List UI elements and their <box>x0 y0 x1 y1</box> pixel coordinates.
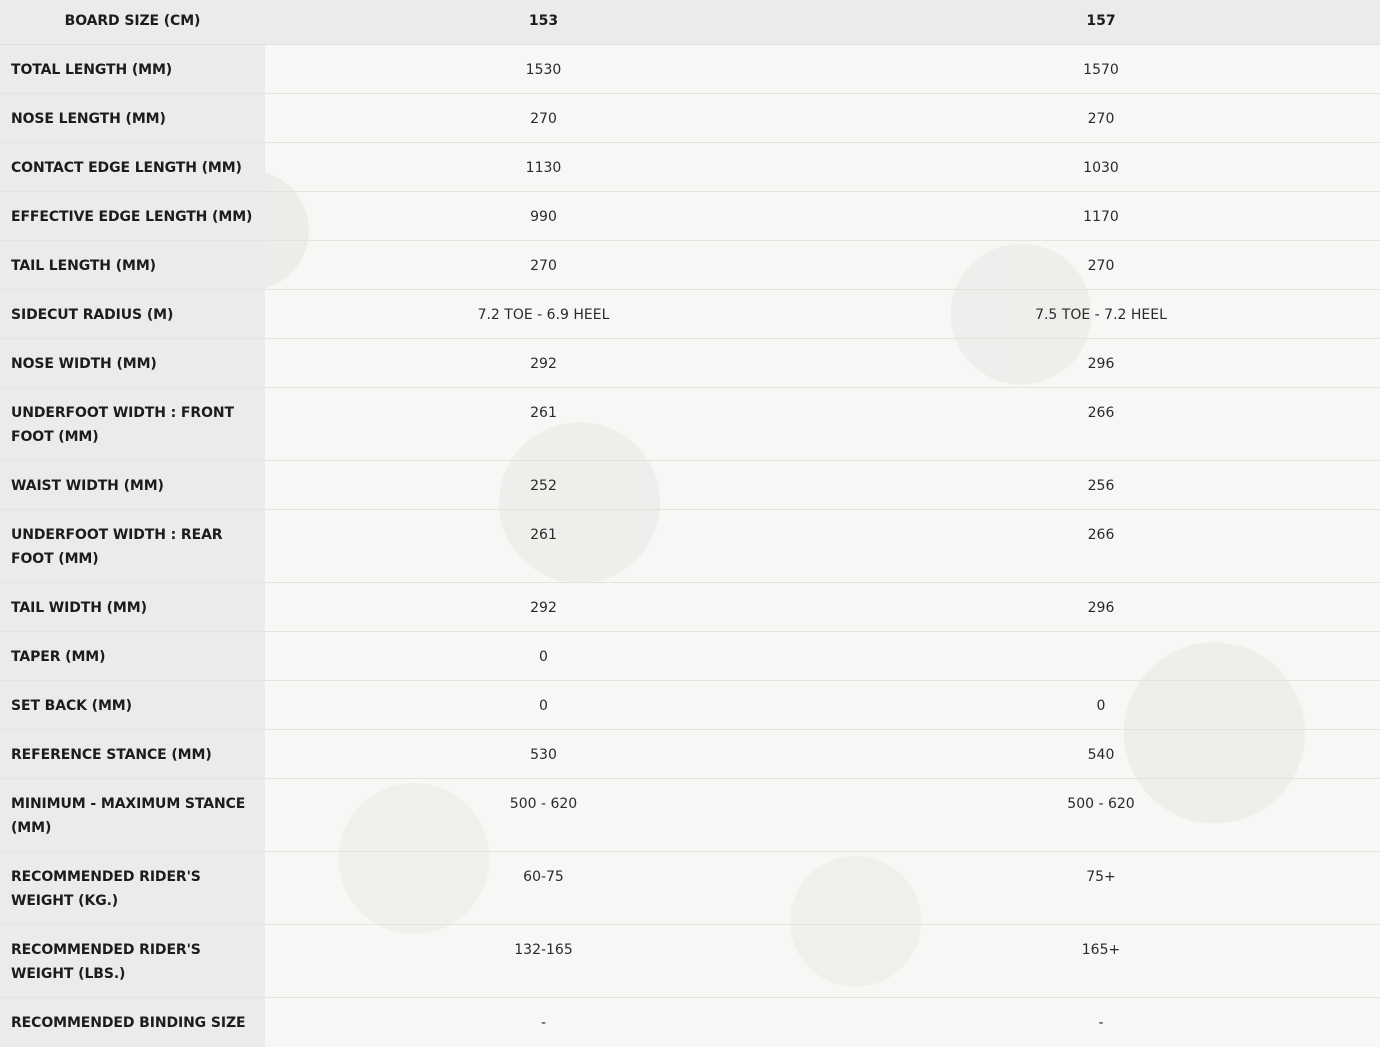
table-row-tail-length <box>0 241 1380 290</box>
row-label: TAPER (MM) <box>0 632 265 680</box>
cell-value: 60-75 <box>523 869 564 885</box>
cell-value: 292 <box>530 356 557 372</box>
cell-value: 266 <box>1087 405 1115 421</box>
cell-value: 165+ <box>1081 942 1121 958</box>
row-label: MINIMUM - MAXIMUM STANCE (MM) <box>0 779 265 851</box>
table-row-rider-weight-kg <box>0 852 1380 925</box>
row-label: WAIST WIDTH (MM) <box>0 461 265 509</box>
cell-value: 0 <box>539 649 548 665</box>
cell-value: 270 <box>1087 111 1115 127</box>
table-row-contact-edge-length <box>0 143 1380 192</box>
row-label: REFERENCE STANCE (MM) <box>0 730 265 778</box>
row-label: TOTAL LENGTH (MM) <box>0 45 265 93</box>
table-row-set-back <box>0 681 1380 730</box>
cell-value: - <box>1098 1015 1104 1031</box>
cell-value: 266 <box>1087 527 1115 543</box>
cell-value: 270 <box>530 258 557 274</box>
table-row-taper <box>0 632 1380 681</box>
cell-value: 292 <box>530 600 557 616</box>
cell-value: 75+ <box>1086 869 1116 885</box>
cell-value: 1030 <box>1083 160 1119 176</box>
cell-value: 296 <box>1087 356 1115 372</box>
table-header-row <box>0 0 1380 45</box>
table-row-nose-width <box>0 339 1380 388</box>
cell-value: 261 <box>530 405 557 421</box>
size-157-header: 157 <box>1086 13 1116 29</box>
table-row-nose-length <box>0 94 1380 143</box>
row-label: NOSE WIDTH (MM) <box>0 339 265 387</box>
row-label: TAIL WIDTH (MM) <box>0 583 265 631</box>
cell-value: 256 <box>1087 478 1115 494</box>
table-row-tail-width <box>0 583 1380 632</box>
cell-value: 530 <box>530 747 557 763</box>
row-label: SET BACK (MM) <box>0 681 265 729</box>
table-row-waist-width <box>0 461 1380 510</box>
table-row-total-length <box>0 45 1380 94</box>
cell-value: 500 - 620 <box>1067 796 1135 812</box>
table-row-sidecut-radius <box>0 290 1380 339</box>
cell-value: 1130 <box>525 160 562 176</box>
table-row-min-max-stance <box>0 779 1380 852</box>
row-label: NOSE LENGTH (MM) <box>0 94 265 142</box>
row-label: UNDERFOOT WIDTH : REAR FOOT (MM) <box>0 510 265 582</box>
cell-value: 1170 <box>1083 209 1119 225</box>
row-label: UNDERFOOT WIDTH : FRONT FOOT (MM) <box>0 388 265 460</box>
row-label: SIDECUT RADIUS (M) <box>0 290 265 338</box>
cell-value: 252 <box>530 478 557 494</box>
table-row-effective-edge-length <box>0 192 1380 241</box>
cell-value <box>822 632 1380 680</box>
cell-value: - <box>540 1015 547 1031</box>
size-153-header: 153 <box>528 13 559 29</box>
row-label: EFFECTIVE EDGE LENGTH (MM) <box>0 192 265 240</box>
cell-value: 270 <box>1087 258 1115 274</box>
row-label: CONTACT EDGE LENGTH (MM) <box>0 143 265 191</box>
row-label: RECOMMENDED RIDER'S WEIGHT (LBS.) <box>0 925 265 997</box>
row-label: RECOMMENDED BINDING SIZE <box>0 998 265 1047</box>
cell-value: 1570 <box>1083 62 1119 78</box>
cell-value: 500 - 620 <box>509 796 578 812</box>
cell-value: 540 <box>1087 747 1115 763</box>
table-row-underfoot-width-front <box>0 388 1380 461</box>
cell-value: 0 <box>539 698 548 714</box>
cell-value: 7.2 TOE - 6.9 HEEL <box>477 307 610 323</box>
table-row-reference-stance <box>0 730 1380 779</box>
cell-value: 270 <box>530 111 557 127</box>
cell-value: 1530 <box>525 62 562 78</box>
cell-value: 0 <box>1096 698 1106 714</box>
cell-value: 296 <box>1087 600 1115 616</box>
table-row-underfoot-width-rear <box>0 510 1380 583</box>
cell-value: 132-165 <box>514 942 573 958</box>
row-label: RECOMMENDED RIDER'S WEIGHT (KG.) <box>0 852 265 924</box>
row-label: TAIL LENGTH (MM) <box>0 241 265 289</box>
cell-value: 990 <box>530 209 557 225</box>
board-size-header: BOARD SIZE (CM) <box>0 0 265 44</box>
cell-value: 7.5 TOE - 7.2 HEEL <box>1035 307 1167 323</box>
table-row-rider-weight-lbs <box>0 925 1380 998</box>
table-row-binding-size <box>0 998 1380 1047</box>
cell-value: 261 <box>530 527 557 543</box>
